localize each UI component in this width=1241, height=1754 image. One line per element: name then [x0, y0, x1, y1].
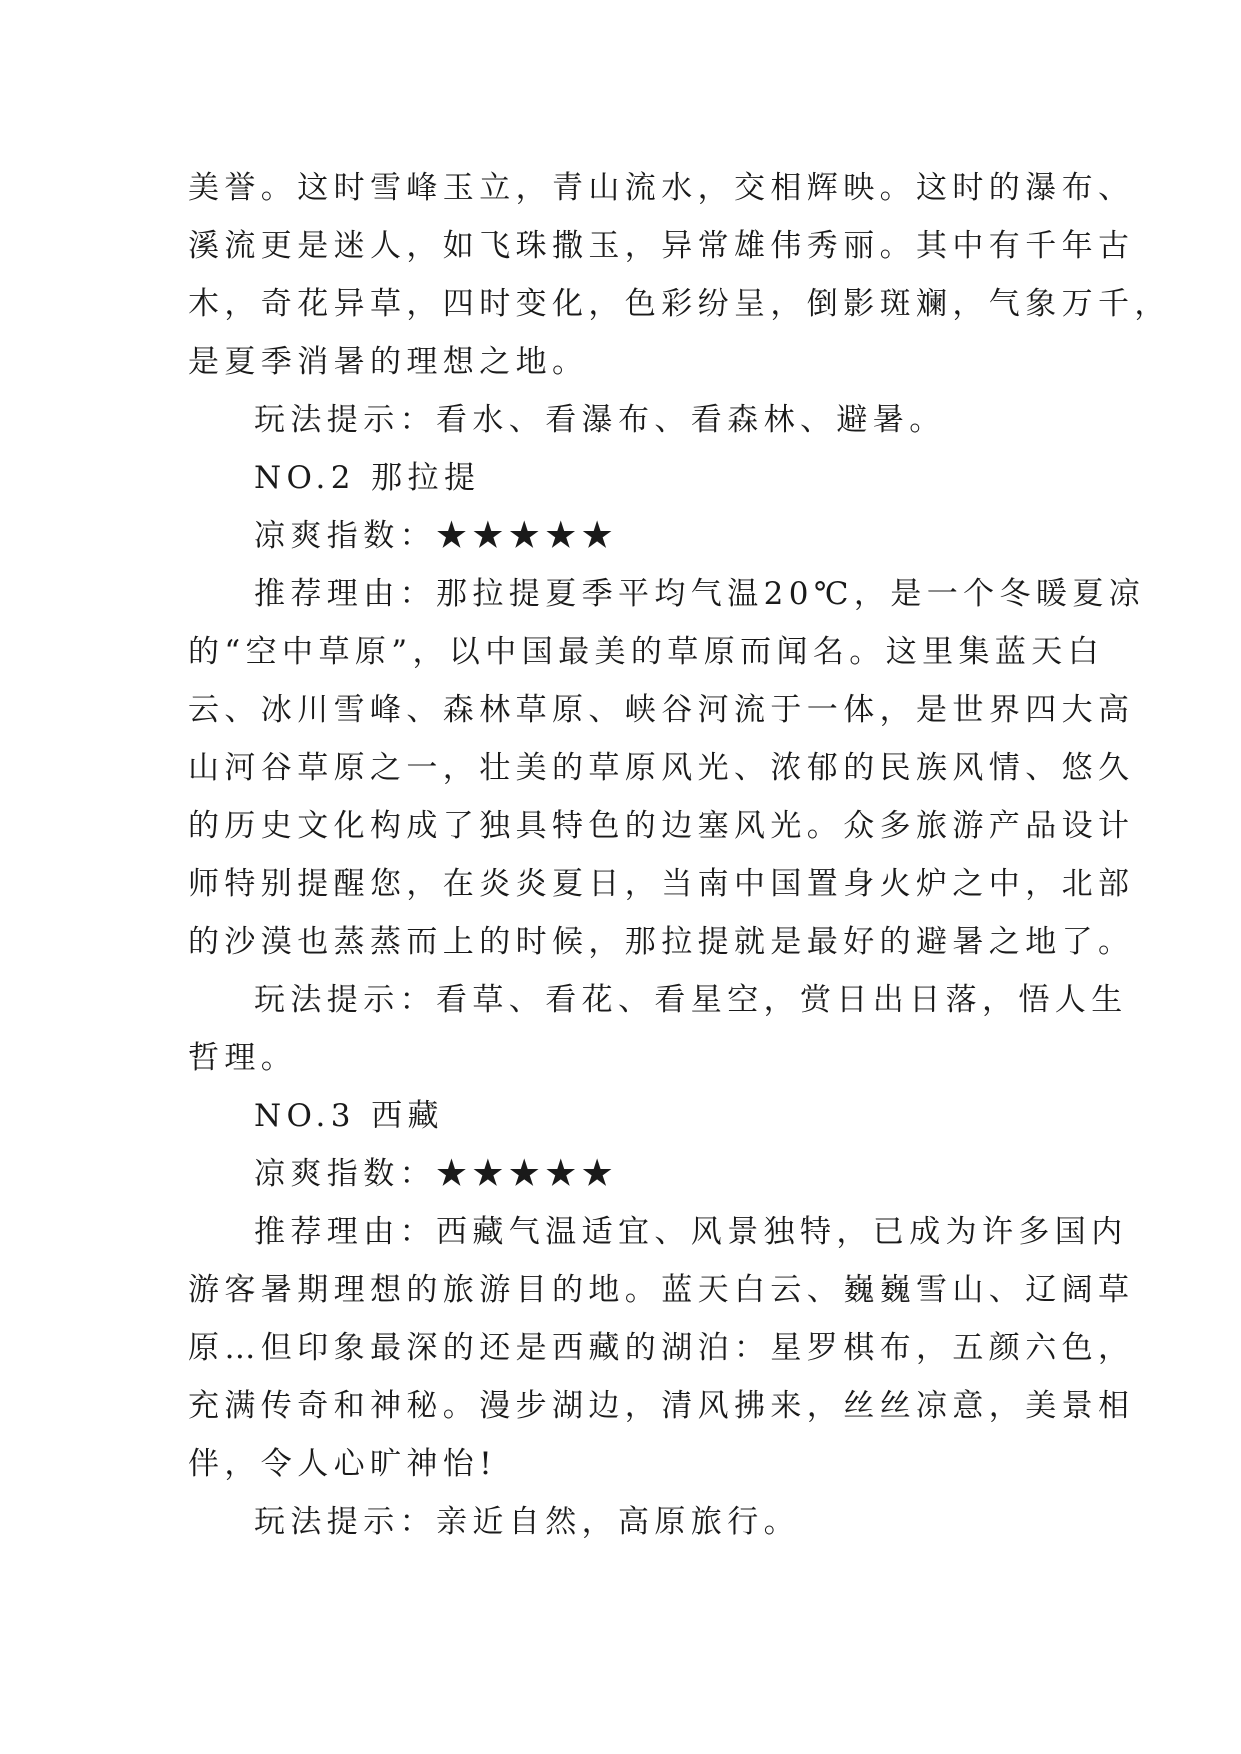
paragraph-line: 游客暑期理想的旅游目的地。蓝天白云、巍巍雪山、辽阔草 — [188, 1272, 1135, 1308]
paragraph-line: 师特别提醒您，在炎炎夏日，当南中国置身火炉之中，北部 — [188, 866, 1135, 902]
tips-line: 玩法提示：亲近自然，高原旅行。 — [254, 1504, 800, 1540]
paragraph-line: 原…但印象最深的还是西藏的湖泊：星罗棋布，五颜六色， — [188, 1330, 1135, 1366]
paragraph-line: 的历史文化构成了独具特色的边塞风光。众多旅游产品设计 — [188, 808, 1135, 844]
rating-line: 凉爽指数：★★★★★ — [254, 1156, 618, 1192]
tips-line: 玩法提示：看草、看花、看星空，赏日出日落，悟人生 — [254, 982, 1128, 1018]
paragraph-line: 的“空中草原”，以中国最美的草原而闻名。这里集蓝天白 — [188, 634, 1105, 670]
paragraph-line: 美誉。这时雪峰玉立，青山流水，交相辉映。这时的瀑布、 — [188, 170, 1135, 206]
paragraph-line: 的沙漠也蒸蒸而上的时候，那拉提就是最好的避暑之地了。 — [188, 924, 1135, 960]
paragraph-line: 充满传奇和神秘。漫步湖边，清风拂来，丝丝凉意，美景相 — [188, 1388, 1135, 1424]
paragraph-line: 推荐理由：西藏气温适宜、风景独特，已成为许多国内 — [254, 1214, 1128, 1250]
rating-line: 凉爽指数：★★★★★ — [254, 518, 618, 554]
paragraph-line: 云、冰川雪峰、森林草原、峡谷河流于一体，是世界四大高 — [188, 692, 1135, 728]
paragraph-line: 溪流更是迷人，如飞珠撒玉，异常雄伟秀丽。其中有千年古 — [188, 228, 1135, 264]
paragraph-line: 伴，令人心旷神怡! — [188, 1446, 498, 1482]
paragraph-line: 是夏季消暑的理想之地。 — [188, 344, 589, 380]
paragraph-line: 推荐理由：那拉提夏季平均气温20℃，是一个冬暖夏凉 — [254, 576, 1146, 612]
paragraph-line: 木，奇花异草，四时变化，色彩纷呈，倒影斑斓，气象万千， — [188, 286, 1171, 322]
paragraph-line: 哲理。 — [188, 1040, 298, 1076]
section-heading: NO.2 那拉提 — [254, 460, 481, 496]
section-heading: NO.3 西藏 — [254, 1098, 444, 1134]
paragraph-line: 山河谷草原之一，壮美的草原风光、浓郁的民族风情、悠久 — [188, 750, 1135, 786]
tips-line: 玩法提示：看水、看瀑布、看森林、避暑。 — [254, 402, 946, 438]
